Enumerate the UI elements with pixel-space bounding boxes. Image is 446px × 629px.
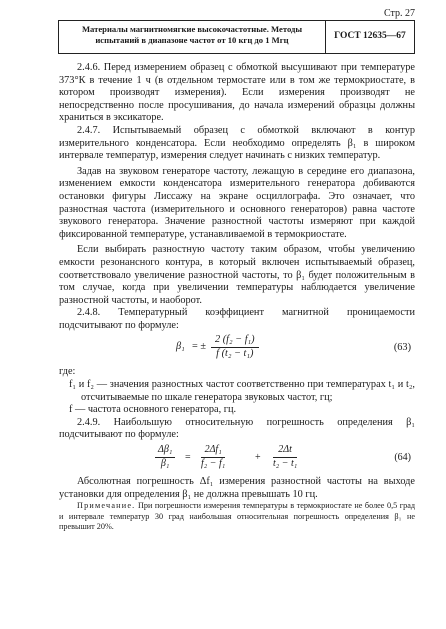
- formula-64-term1: [201, 444, 225, 470]
- note-text: При погрешности измерения температуры в термокриостате не более 0,5 град и интервале температур 30 град наибольшая относительная погрешность определения β₁ не превышит 20%.: [59, 501, 415, 532]
- definitions: [59, 379, 415, 417]
- formula-63-denominator: f (t₂ − t₁): [216, 348, 254, 360]
- paragraph-absolute-error: Абсолютная погрешность Δf₁ измерения разностной частоты на выходе установки для определения β₁ не должна превышать 10 гц.: [59, 476, 415, 500]
- formula-64-term2-num: 2Δt: [273, 444, 297, 458]
- definition-f1-f2: f₁ и f₂ — значения разностных частот соответственно при температурах t₁ и t₂, отсчитываемые по шкале генератора звуковых частот, гц;: [69, 379, 415, 403]
- formula-64-term1-num: 2Δf₁: [201, 444, 225, 458]
- formula-64-term2-den: t₂ − t₁: [273, 457, 298, 469]
- note: [59, 501, 415, 533]
- where-label: где:: [59, 366, 76, 378]
- note-label: Примечание.: [77, 501, 136, 511]
- gost-number: ГОСТ 12635—67: [334, 31, 406, 41]
- page-number: Стр. 27: [383, 8, 415, 19]
- formula-64-lhs-den: β₁: [160, 457, 170, 469]
- formula-63-numerator: 2 (f₂ − f₁): [211, 334, 259, 348]
- formula-63-fraction: [211, 334, 259, 360]
- paragraph-esli: Если выбирать разностную частоту таким образом, чтобы увеличению емкости резонансного контура, в который включен испытываемый образец, соответствовало увеличение разностной частоты, то β₁ будет положительным в том случае, когда при увеличении температуры наблюдается увеличение разностной частоты, и наоборот.: [59, 244, 415, 306]
- formula-64-term1-den: f₂ − f₁: [201, 457, 226, 469]
- paragraph-2-4-7: 2.4.7. Испытываемый образец с обмоткой включают в контур измерительного конденсатора. Если необходимо определять β₁ в широком интервале температур, измерения следует начинать с низких температур.: [59, 124, 415, 162]
- formula-63-number: (63): [393, 342, 411, 354]
- paragraph-2-4-9: 2.4.9. Наибольшую относительную погрешность определения β₁ подсчитывают по формуле:: [59, 416, 415, 441]
- formula-64-eq: =: [185, 452, 191, 464]
- standard-title-line1: Материалы магнитномягкие высокочастотные. Методы: [81, 24, 303, 34]
- definition-f: f — частота основного генератора, гц.: [69, 404, 237, 416]
- formula-63: [59, 334, 415, 364]
- paragraph-zadav: Задав на звуковом генераторе частоту, лежащую в середине его диапазона, изменением емкости конденсатора измерительного генератора добиваются остановки фигуры Лиссажу на экране осциллографа. Это означает, что разностная частота (измерительного и основного генераторов) равна частоте звукового генератора. Значение разностной частоты измеряют при каждой фиксированной температуре, устанавливаемой в термокриостате.: [59, 165, 415, 240]
- formula-63-eq: = ±: [192, 341, 207, 353]
- document-body: [59, 62, 415, 533]
- formula-63-lhs: β₁: [176, 341, 185, 353]
- formula-64-number: (64): [394, 452, 411, 464]
- formula-64-lhs-num: Δβ₁: [155, 444, 175, 458]
- document-header: [58, 20, 415, 54]
- formula-64: [59, 444, 415, 474]
- formula-64-plus: +: [255, 452, 261, 464]
- formula-64-lhs: [155, 444, 175, 470]
- paragraph-2-4-8: 2.4.8. Температурный коэффициент магнитной проницаемости подсчитывают по формуле:: [59, 307, 415, 331]
- paragraph-2-4-6: 2.4.6. Перед измерением образец с обмоткой высушивают при температуре 373°К в течение 1 ч (в отдельном термостате или в том же термокриостате, в котором производят измерения). Если измерения производят не непосредственно после просушивания, до начала измерений образцы должны храниться в эксикаторе.: [59, 62, 415, 124]
- standard-title-line2: испытаний в диапазоне частот от 10 кгц до 1 Мгц: [95, 35, 289, 45]
- standard-title: [59, 21, 326, 53]
- formula-64-term2: [273, 444, 297, 470]
